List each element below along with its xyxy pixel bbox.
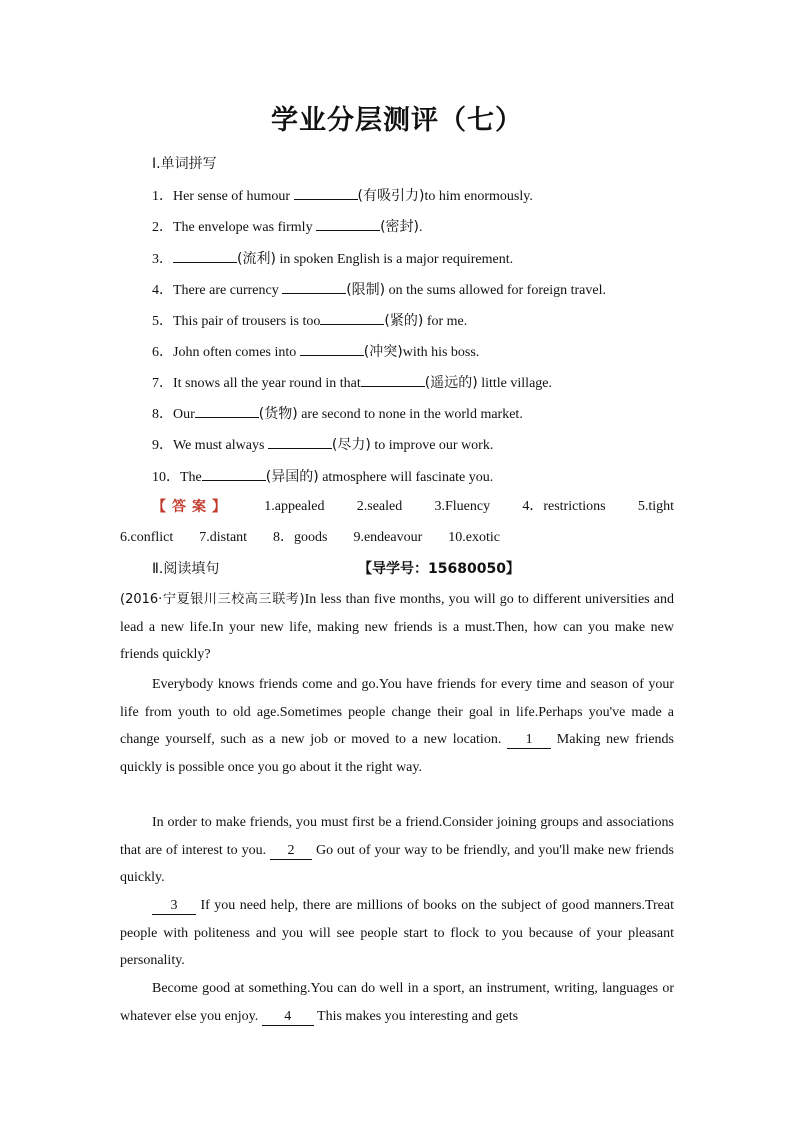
item-text-after: atmosphere will fascinate you. xyxy=(318,470,494,485)
passage-paragraph-2 xyxy=(120,671,674,781)
answers-line-1 xyxy=(120,497,674,517)
item-text-after: are second to none in the world market. xyxy=(297,407,523,422)
passage-paragraph-4 xyxy=(120,892,674,975)
item-text-after: to him enormously. xyxy=(424,189,533,204)
item-text-before: It snows all the year round in that xyxy=(173,376,361,391)
item-blank[interactable] xyxy=(294,185,358,200)
item-number: 7． xyxy=(152,376,173,391)
spelling-item xyxy=(152,372,706,394)
spelling-item xyxy=(152,216,706,238)
item-hint: (异国的) xyxy=(265,469,319,485)
page-title: 学业分层测评（七） xyxy=(271,105,523,136)
item-blank[interactable] xyxy=(282,279,346,294)
item-text-before: This pair of trousers is too xyxy=(173,314,321,329)
paragraph-text: Become good at something.You can do well in a sport, an instrument, writing, languages or whatever else you enjoy. xyxy=(120,981,674,1024)
item-blank[interactable] xyxy=(300,341,364,356)
answer: 3.Fluency xyxy=(434,499,491,514)
section-heading-spelling: Ⅰ.单词拼写 xyxy=(152,156,217,172)
item-text-after: with his boss. xyxy=(402,345,480,360)
answer: 4．restrictions xyxy=(522,499,606,514)
item-text-before: The envelope was firmly xyxy=(173,220,317,235)
spelling-item xyxy=(152,185,706,207)
item-blank[interactable] xyxy=(195,403,259,418)
guide-number: 【导学号：15680050】 xyxy=(358,561,520,577)
item-blank[interactable] xyxy=(320,310,384,325)
item-hint: (尽力) xyxy=(331,437,371,453)
answers-line-2 xyxy=(120,528,500,548)
passage-source: (2016·宁夏银川三校高三联考) xyxy=(120,592,305,607)
answer: 8．goods xyxy=(273,530,328,545)
item-number: 1． xyxy=(152,189,173,204)
passage-paragraph-5 xyxy=(120,975,674,1030)
item-text-after: on the sums allowed for foreign travel. xyxy=(385,283,606,298)
item-text-before: John often comes into xyxy=(173,345,300,360)
item-blank[interactable] xyxy=(361,372,425,387)
item-hint: (限制) xyxy=(346,282,386,298)
passage-paragraph-3 xyxy=(120,809,674,892)
item-number: 5． xyxy=(152,314,173,329)
passage-paragraph-1 xyxy=(120,586,674,669)
item-text-before: There are currency xyxy=(173,283,283,298)
item-hint: (紧的) xyxy=(384,313,424,329)
paragraph-text: Making new friends quickly is possible once you go about it the right way. xyxy=(120,732,675,775)
answer-blank-3[interactable]: 3 xyxy=(152,898,196,915)
section-heading-reading-label: Ⅱ.阅读填句 xyxy=(152,561,220,577)
item-blank[interactable] xyxy=(268,434,332,449)
paragraph-text: Everybody knows friends come and go.You have friends for every time and season of your life from youth to old age.Sometimes people change their goal in life.Perhaps you've made a change yourself, such as a new job or moved to a new location. xyxy=(120,677,674,747)
item-blank[interactable] xyxy=(316,216,380,231)
answer-blank-4[interactable]: 4 xyxy=(262,1009,314,1026)
spelling-item xyxy=(152,466,706,488)
item-hint: (货物) xyxy=(258,406,298,422)
item-blank[interactable] xyxy=(173,248,237,263)
item-number: 6． xyxy=(152,345,173,360)
item-text-before: The xyxy=(180,470,202,485)
item-text-after: in spoken English is a major requirement. xyxy=(275,252,514,267)
spelling-item xyxy=(152,248,706,270)
item-hint: (流利) xyxy=(237,251,276,267)
item-text-before: We must always xyxy=(173,438,268,453)
item-text-after: little village. xyxy=(477,376,552,391)
spelling-item xyxy=(152,403,706,425)
item-hint: (密封) xyxy=(380,219,419,235)
item-number: 2． xyxy=(152,220,173,235)
answer: 5.tight xyxy=(637,499,674,514)
answer: 2.sealed xyxy=(356,499,403,514)
paragraph-text: If you need help, there are millions of books on the subject of good manners.Treat people with politeness and you will see people start to flock to you because of your pleasant personality. xyxy=(120,898,674,968)
answer: 1.appealed xyxy=(264,499,325,514)
item-text-before: Our xyxy=(173,407,195,422)
spelling-item xyxy=(152,434,706,456)
answer: 6.conflict xyxy=(120,530,174,545)
paragraph-text: This makes you interesting and gets xyxy=(313,1008,519,1024)
item-number: 4． xyxy=(152,283,173,298)
item-text-after: for me. xyxy=(423,314,468,329)
item-blank[interactable] xyxy=(202,466,266,481)
answers-label: 【答案】 xyxy=(152,499,232,515)
answer: 7.distant xyxy=(199,530,248,545)
item-text-after: to improve our work. xyxy=(370,438,494,453)
item-number: 3． xyxy=(152,252,173,267)
paragraph-text: In less than five months, you will go to different universities and lead a new life.In your new life, making new friends is a must.Then, how can you make new friends quickly? xyxy=(120,592,674,662)
item-number: 9． xyxy=(152,438,173,453)
answer-blank-1[interactable]: 1 xyxy=(507,732,551,749)
answer-blank-2[interactable]: 2 xyxy=(270,843,312,860)
spelling-item xyxy=(152,279,706,301)
item-hint: (遥远的) xyxy=(424,375,478,391)
spelling-item xyxy=(152,310,706,332)
item-number: 8． xyxy=(152,407,173,422)
answer: 10.exotic xyxy=(448,530,500,545)
item-hint: (冲突) xyxy=(363,344,403,360)
spelling-item xyxy=(152,341,706,363)
item-hint: (有吸引力) xyxy=(357,188,425,204)
item-number: 10． xyxy=(152,470,180,485)
paragraph-text: In order to make friends, you must first be a friend.Consider joining groups and associations that are of interest to you. xyxy=(120,815,674,858)
item-text-after: . xyxy=(419,220,423,235)
item-text-before: Her sense of humour xyxy=(173,189,294,204)
paragraph-text: Go out of your way to be friendly, and you'll make new friends quickly. xyxy=(120,842,675,885)
answer: 9.endeavour xyxy=(353,530,423,545)
